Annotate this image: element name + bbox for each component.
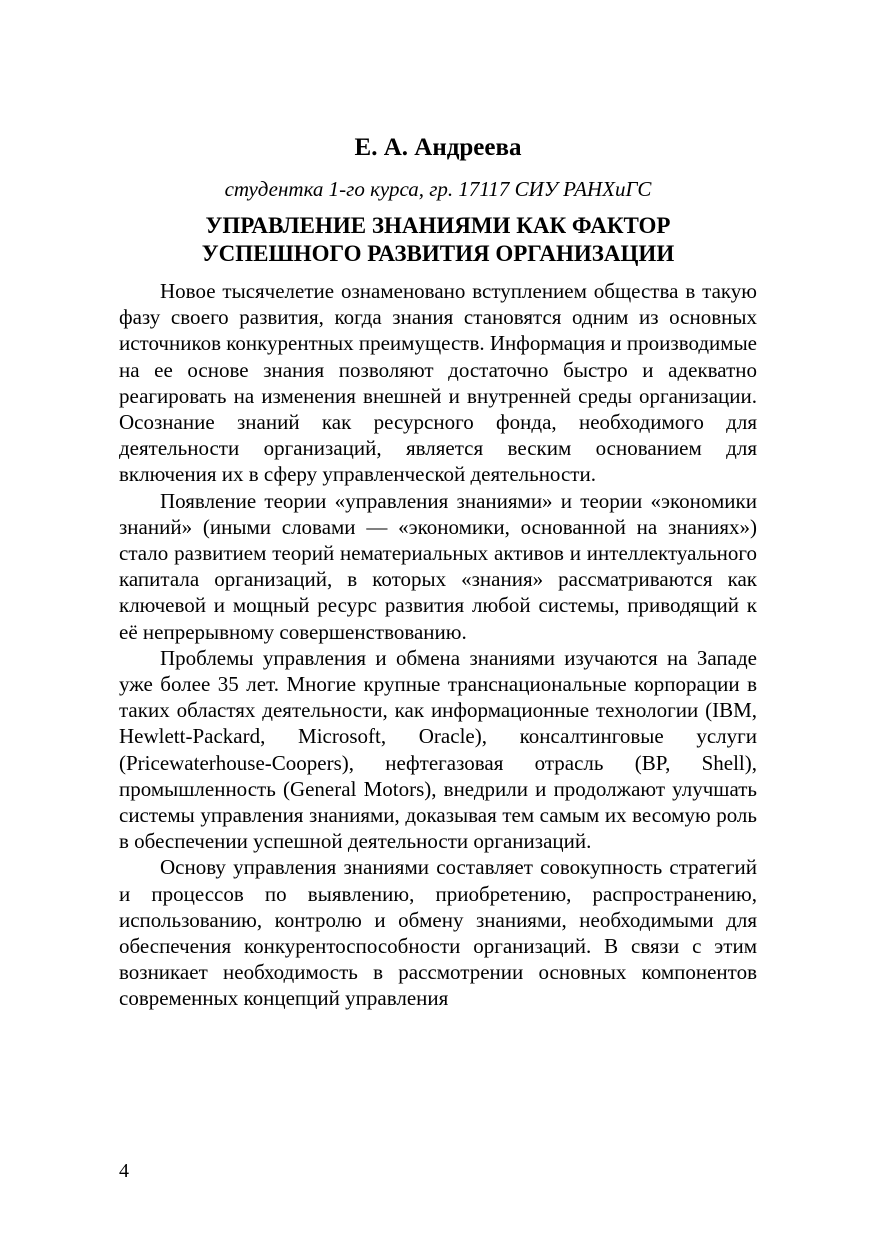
page-body [119, 130, 757, 1012]
paragraph-4: Основу управления знаниями составляет совокупность стратегий и процессов по выявлению, приобретению, распространению, использованию, контролю и обмену знаниями, необходимыми для обеспечения конкурентоспособности организаций. В связи с этим возникает необходимость в рассмотрении основных компонентов современных концепций управления [119, 855, 757, 1011]
paragraph-2: Появление теории «управления знаниями» и теории «экономики знаний» (иными словами — «экономики, основанной на знаниях») стало развитием теорий нематериальных активов и интеллектуального капитала организаций, в которых «знания» рассматриваются как ключевой и мощный ресурс развития любой системы, приводящий к её непрерывному совершенствованию. [119, 488, 757, 644]
article-title-line-2: УСПЕШНОГО РАЗВИТИЯ ОРГАНИЗАЦИИ [201, 241, 675, 266]
paragraph-1: Новое тысячелетие ознаменовано вступлением общества в такую фазу своего развития, когда знания становятся одним из основных источников конкурентных преимуществ. Информация и производимые на ее основе знания позволяют достаточно быстро и адекватно реагировать на изменения внешней и внутренней среды организации. Осознание знаний как ресурсного фонда, необходимого для деятельности организаций, является веским основанием для включения их в сферу управленческой деятельности. [119, 279, 757, 487]
page-number: 4 [119, 1160, 129, 1182]
article-title-line-1: УПРАВЛЕНИЕ ЗНАНИЯМИ КАК ФАКТОР [205, 213, 671, 238]
author-affiliation: студентка 1-го курса, гр. 17117 СИУ РАНХиГС [224, 177, 652, 201]
author-name: Е. А. Андреева [354, 134, 522, 161]
article-title [119, 212, 757, 268]
paragraph-3: Проблемы управления и обмена знаниями изучаются на Западе уже более 35 лет. Многие крупные транснациональные корпорации в таких областях деятельности, как информационные технологии (IBM, Hewlett-Packard, Microsoft, Oracle), консалтинговые услуги (Pricewaterhouse-Coopers), нефтегазовая отрасль (BP, Shell), промышленность (General Motors), внедрили и продолжают улучшать системы управления знаниями, доказывая тем самым их весомую роль в обеспечении успешной деятельности организаций. [119, 645, 757, 854]
